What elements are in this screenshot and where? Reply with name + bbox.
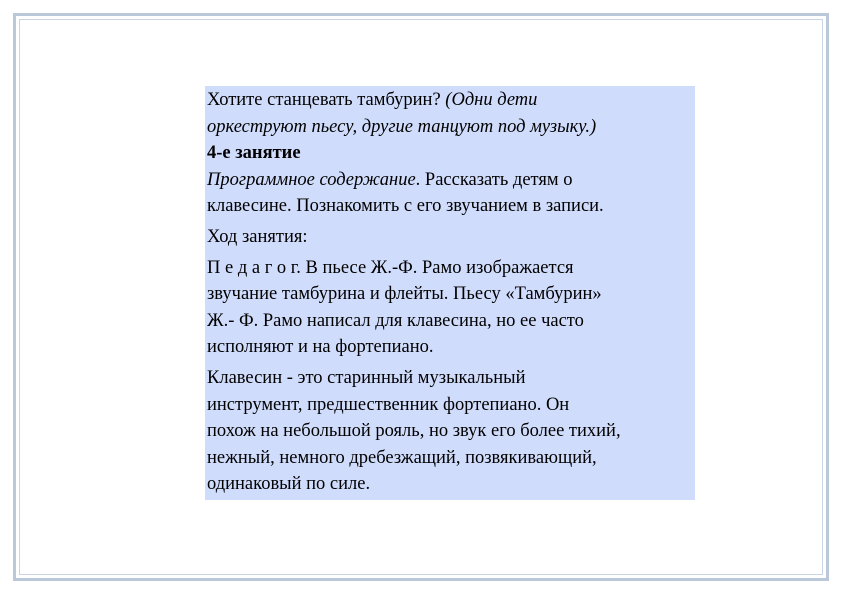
- text-line-1: [207, 87, 695, 114]
- text-line-9: Ж.- Ф. Рамо написал для клавесина, но ее часто: [207, 310, 584, 331]
- text-line-12: инструмент, предшественник фортепиано. Он: [207, 394, 570, 415]
- lesson-text-box: [205, 86, 695, 500]
- text-line-14: нежный, немного дребезжащий, позвякивающий,: [207, 447, 597, 468]
- text-line-2: оркеструют пьесу, другие танцуют под музыку.): [207, 116, 597, 137]
- lesson-heading: 4-е занятие: [207, 143, 301, 164]
- text-line-5: клавесине. Познакомить с его звучанием в записи.: [207, 196, 604, 217]
- text-line-8: звучание тамбурина и флейты. Пьесу «Тамбурин»: [207, 284, 602, 305]
- text-line-11: Клавесин - это старинный музыкальный: [207, 367, 526, 388]
- lesson-course-label: Ход занятия:: [207, 226, 308, 247]
- program-content-label: Программное содержание: [207, 169, 416, 190]
- text-line-15: одинаковый по силе.: [207, 474, 371, 495]
- intro-question: Хотите станцевать тамбурин?: [207, 90, 446, 110]
- text-line-7: П е д а г о г. В пьесе Ж.-Ф. Рамо изображается: [207, 257, 574, 278]
- text-line-4: [207, 167, 695, 194]
- text-line-13: похож на небольшой рояль, но звук его более тихий,: [207, 421, 621, 442]
- text-line-10: исполняют и на фортепиано.: [207, 337, 434, 358]
- program-content-text: . Рассказать детям о: [415, 169, 573, 190]
- intro-remark-start: (Одни дети: [445, 90, 538, 110]
